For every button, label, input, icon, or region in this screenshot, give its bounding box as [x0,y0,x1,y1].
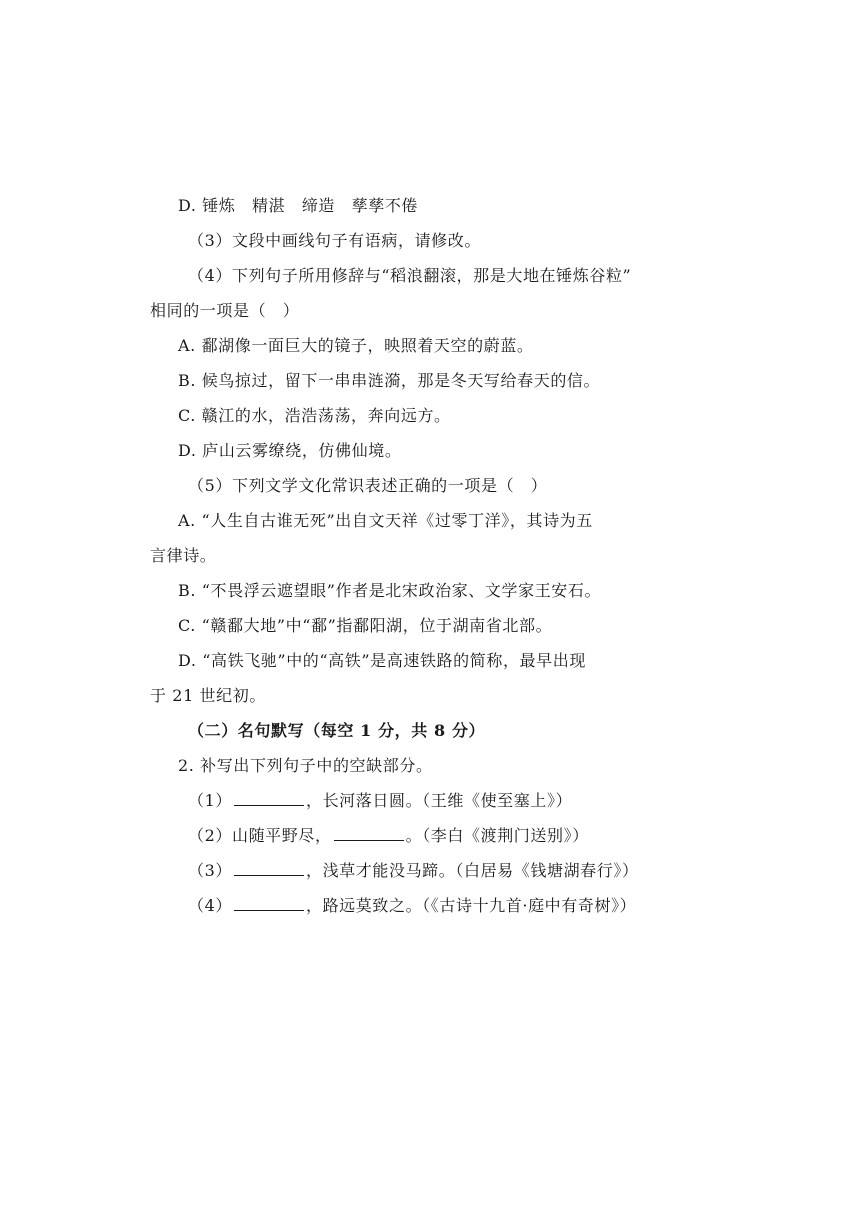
fill-item-number: （2） [188,826,232,845]
question-2-prompt: 2. 补写出下列句子中的空缺部分。 [178,756,433,775]
q5-option-b: B. “不畏浮云遮望眼”作者是北宋政治家、文学家王安石。 [178,581,602,600]
fill-item-2 [150,818,710,853]
option-d-vocab: D. 锤炼 精湛 缔造 孳孳不倦 [178,196,419,215]
question-5: （5）下列文学文化常识表述正确的一项是（ ） [188,476,548,495]
answer-blank[interactable] [234,896,304,911]
fill-item-after: 。（李白《渡荆门送别》） [405,826,589,845]
q4-option-c: C. 赣江的水，浩浩荡荡，奔向远方。 [178,406,451,425]
fill-item-number: （1） [188,791,232,810]
q5-option-a-line2: 言律诗。 [150,546,217,565]
q5-option-d-line2: 于 21 世纪初。 [150,686,266,705]
question-3: （3）文段中画线句子有语病，请修改。 [188,231,481,250]
fill-item-4 [150,888,710,923]
fill-item-after: ，长河落日圆。（王维《使至塞上》） [305,791,573,810]
q4-option-d: D. 庐山云雾缭绕，仿佛仙境。 [178,441,402,460]
q5-option-d-line1: D. “高铁飞驰”中的“高铁”是高速铁路的简称，最早出现 [178,651,586,670]
q5-option-c: C. “赣鄱大地”中“鄱”指鄱阳湖，位于湖南省北部。 [178,616,553,635]
fill-item-number: （4） [188,896,232,915]
answer-blank[interactable] [234,791,304,806]
answer-blank[interactable] [334,826,404,841]
q4-option-b: B. 候鸟掠过，留下一串串涟漪，那是冬天写给春天的信。 [178,371,601,390]
q5-option-a-line1: A. “人生自古谁无死”出自文天祥《过零丁洋》，其诗为五 [178,511,593,530]
fill-item-after: ，路远莫致之。（《古诗十九首·庭中有奇树》） [305,896,637,915]
fill-item-after: ，浅草才能没马蹄。（白居易《钱塘湖春行》） [305,861,639,880]
exam-content [150,188,710,923]
answer-blank[interactable] [234,861,304,876]
question-4-line2: 相同的一项是（ ） [150,301,300,320]
fill-item-before: 山随平野尽， [231,826,332,845]
fill-item-3 [150,853,710,888]
q4-option-a: A. 鄱湖像一面巨大的镜子，映照着天空的蔚蓝。 [178,336,534,355]
section-heading: （二）名句默写（每空 1 分，共 8 分） [188,721,486,740]
question-4-line1: （4）下列句子所用修辞与“稻浪翻滚，那是大地在锤炼谷粒” [188,266,632,285]
fill-item-number: （3） [188,861,232,880]
fill-item-1 [150,783,710,818]
